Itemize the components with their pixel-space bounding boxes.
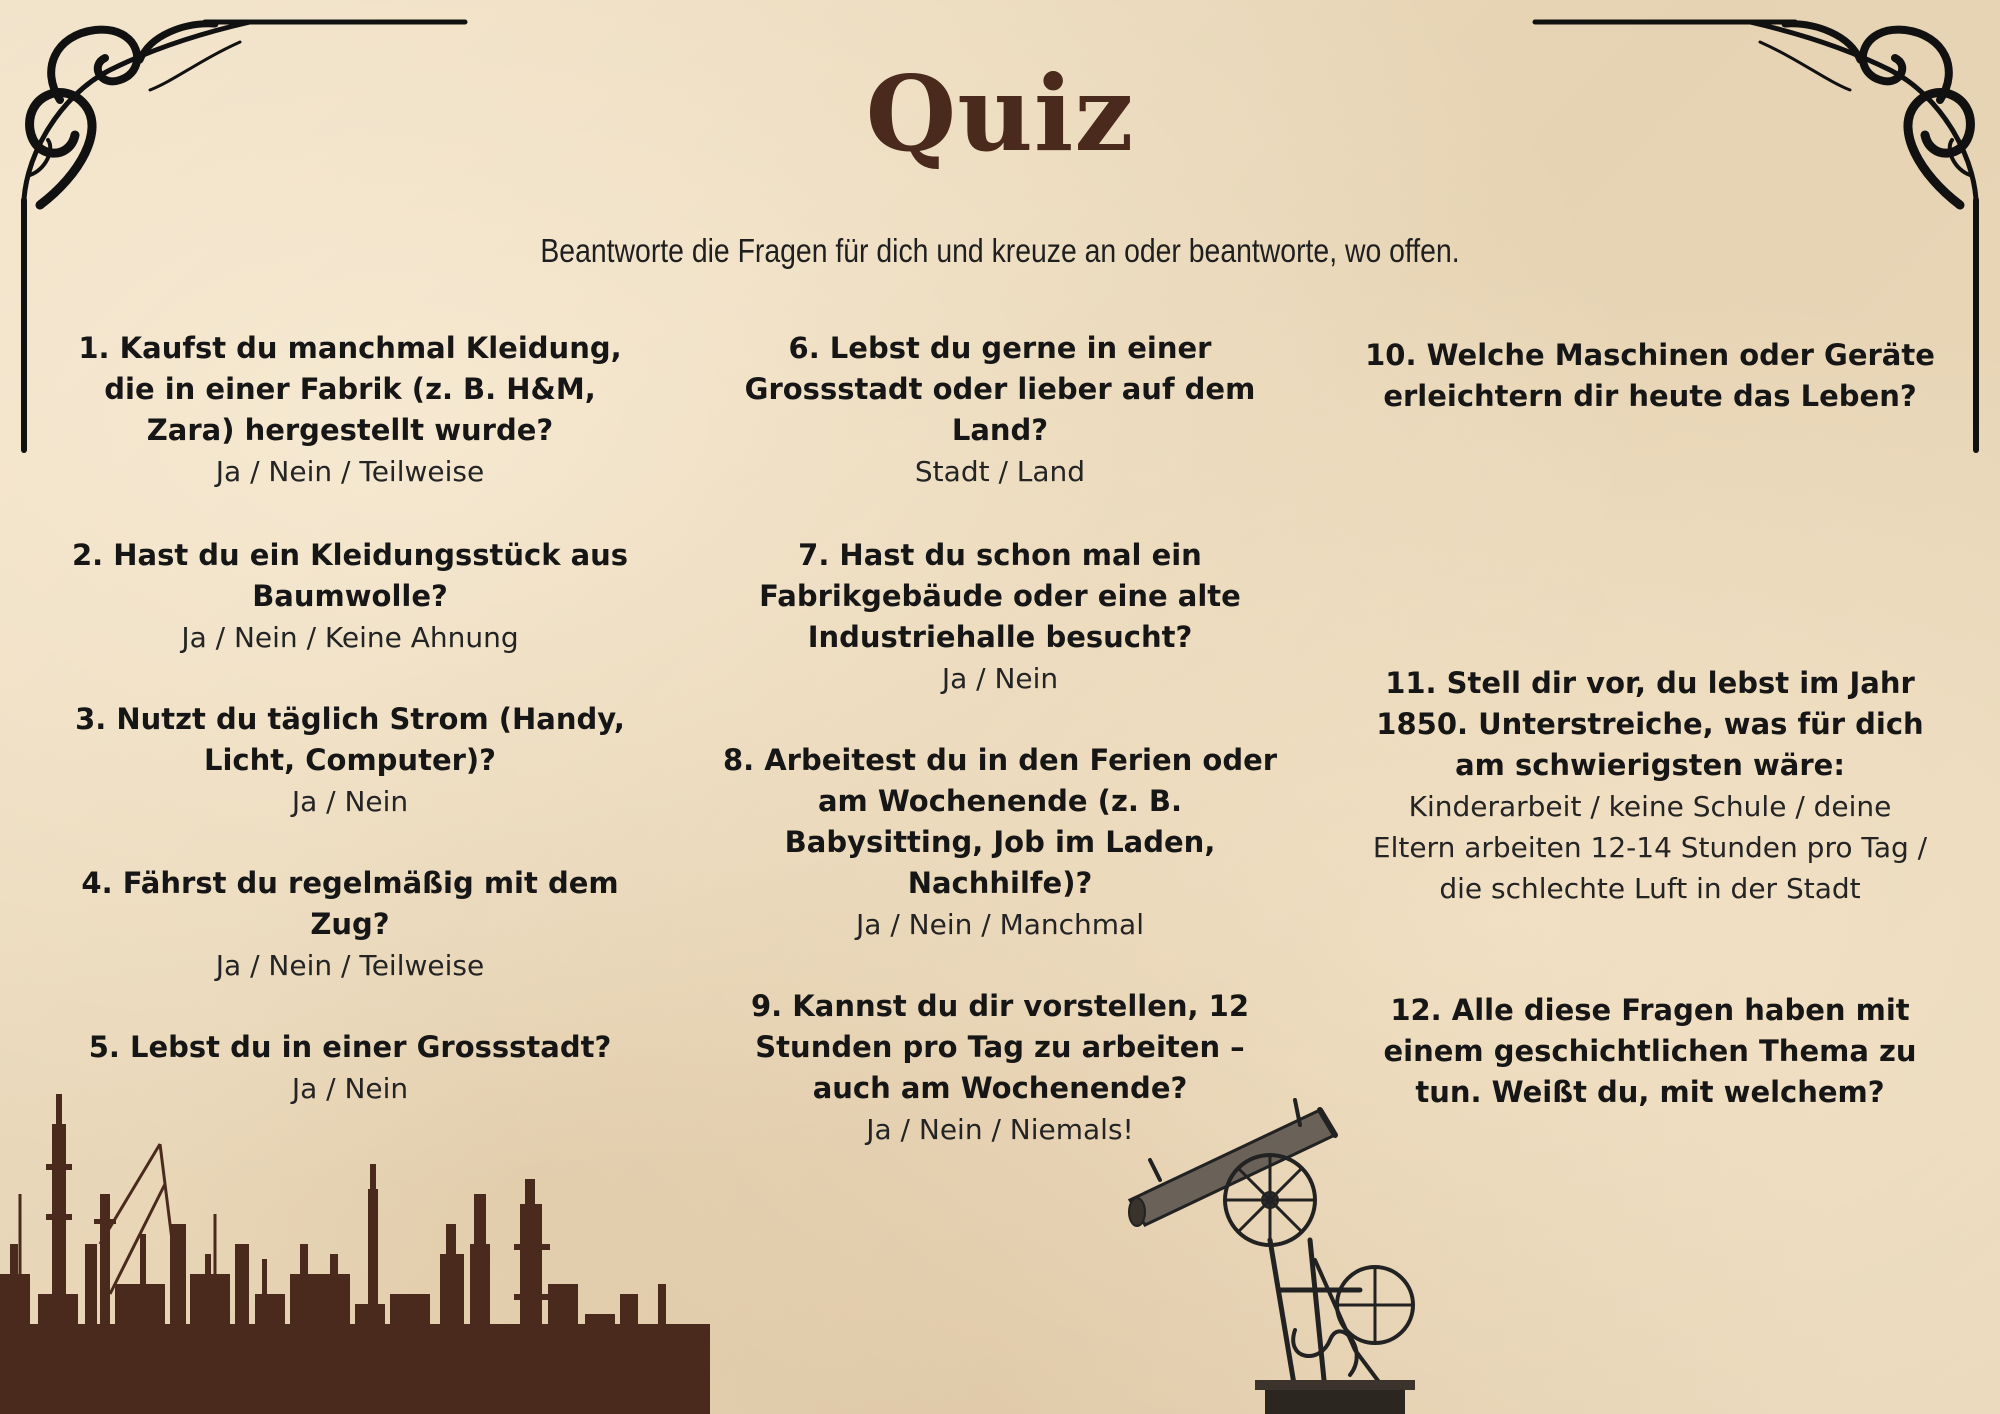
question-text: 10. Welche Maschinen oder Geräte erleichtern dir heute das Leben? xyxy=(1365,338,1935,413)
question-text: 1. Kaufst du manchmal Kleidung, die in einer Fabrik (z. B. H&M, Zara) hergestellt wurde? xyxy=(78,331,622,447)
question-text: 2. Hast du ein Kleidungsstück aus Baumwolle? xyxy=(71,538,629,613)
answer-options[interactable]: Stadt / Land xyxy=(914,455,1086,488)
telescope-illustration xyxy=(1120,1090,1460,1414)
question-2 xyxy=(65,535,635,658)
answer-options[interactable]: Ja / Nein / Keine Ahnung xyxy=(181,621,519,654)
question-text: 4. Fährst du regelmäßig mit dem Zug? xyxy=(81,866,619,941)
answer-options[interactable]: Ja / Nein xyxy=(291,785,409,818)
question-6 xyxy=(715,328,1285,492)
question-text: 9. Kannst du dir vorstellen, 12 Stunden pro Tag zu arbeiten – auch am Wochenende? xyxy=(750,989,1250,1105)
question-text: 12. Alle diese Fragen haben mit einem geschichtlichen Thema zu tun. Weißt du, mit welchem? xyxy=(1383,993,1917,1109)
page-title: Quiz xyxy=(865,52,1135,175)
question-text: 11. Stell dir vor, du lebst im Jahr 1850. Unterstreiche, was für dich am schwierigsten wäre: xyxy=(1376,666,1924,782)
question-11 xyxy=(1365,663,1935,909)
question-text: 6. Lebst du gerne in einer Grossstadt oder lieber auf dem Land? xyxy=(744,331,1256,447)
answer-options[interactable]: Ja / Nein xyxy=(941,662,1059,695)
answer-options[interactable]: Ja / Nein / Teilweise xyxy=(215,455,485,488)
question-text: 3. Nutzt du täglich Strom (Handy, Licht, Computer)? xyxy=(75,702,625,777)
question-8 xyxy=(715,740,1285,945)
question-text: 8. Arbeitest du in den Ferien oder am Wochenende (z. B. Babysitting, Job im Laden, Nachhilfe)? xyxy=(722,743,1278,900)
industrial-skyline-illustration xyxy=(0,1044,710,1414)
answer-options[interactable]: Ja / Nein / Niemals! xyxy=(866,1113,1134,1146)
question-4 xyxy=(65,863,635,986)
answer-options[interactable]: Ja / Nein xyxy=(291,1072,409,1105)
question-10 xyxy=(1365,335,1935,417)
question-3 xyxy=(65,699,635,822)
page-subtitle: Beantworte die Fragen für dich und kreuze an oder beantworte, wo offen. xyxy=(540,232,1460,269)
question-7 xyxy=(715,535,1285,699)
answer-options[interactable]: Ja / Nein / Manchmal xyxy=(856,908,1144,941)
question-text: 5. Lebst du in einer Grossstadt? xyxy=(88,1030,612,1064)
question-1 xyxy=(65,328,635,492)
answer-options[interactable]: Ja / Nein / Teilweise xyxy=(215,949,485,982)
answer-options[interactable]: Kinderarbeit / keine Schule / deine Eltern arbeiten 12-14 Stunden pro Tag / die schlechte Luft in der Stadt xyxy=(1372,790,1928,905)
question-text: 7. Hast du schon mal ein Fabrikgebäude oder eine alte Industriehalle besucht? xyxy=(759,538,1241,654)
